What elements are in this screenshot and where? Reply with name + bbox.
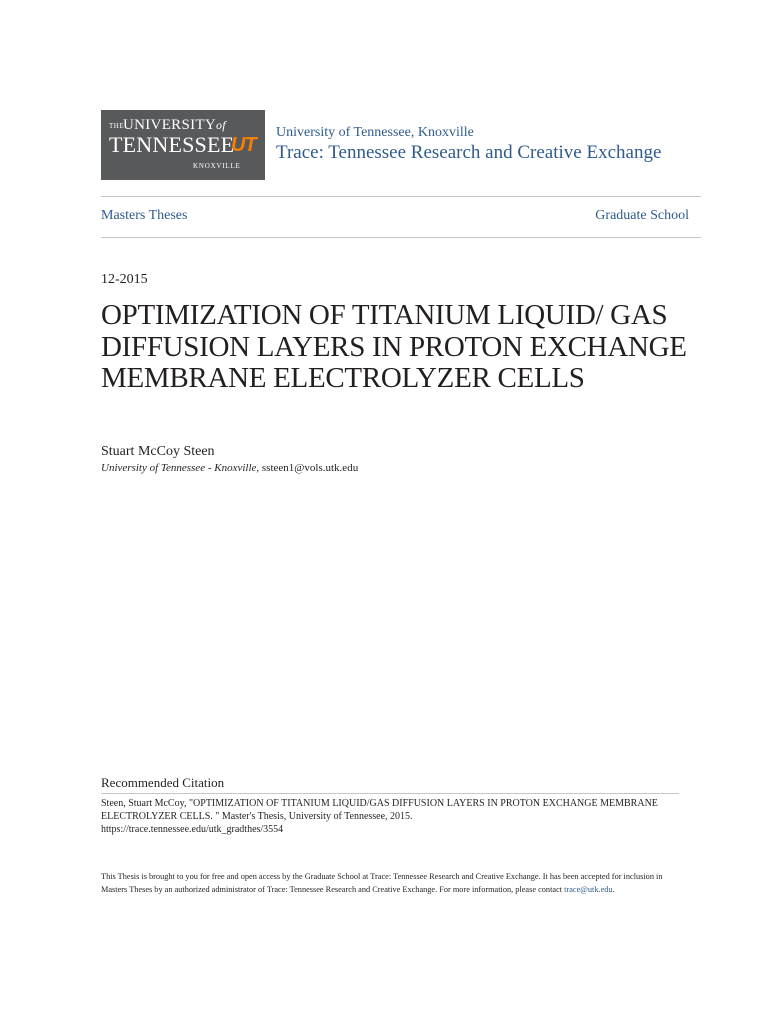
contact-email-link[interactable]: trace@utk.edu <box>564 885 613 894</box>
logo-tennessee: TENNESSEE <box>109 132 235 157</box>
author-name: Stuart McCoy Steen <box>101 444 215 459</box>
logo-university-text: UNIVERSITY <box>123 117 216 133</box>
university-logo[interactable] <box>101 110 265 180</box>
recommended-citation-heading: Recommended Citation <box>101 775 225 790</box>
graduate-school-link[interactable]: Graduate School <box>595 208 689 223</box>
notice-end: . <box>612 885 615 894</box>
citation-divider <box>101 793 679 794</box>
logo-knoxville: KNOXVILLE <box>193 162 241 170</box>
repository-link[interactable]: Trace: Tennessee Research and Creative Exchange <box>276 142 662 163</box>
affiliation-name: University of Tennessee - Knoxville <box>101 462 257 474</box>
citation-text: Steen, Stuart McCoy, "OPTIMIZATION OF TITANIUM LIQUID/GAS DIFFUSION LAYERS IN PROTON EXCHANGE MEMBRANE ELECTROLYZER CELLS. " Master's Thesis, University of Tennessee, 2015. <box>101 798 658 822</box>
header-divider <box>101 196 701 197</box>
citation-block <box>101 797 681 836</box>
masters-theses-link[interactable]: Masters Theses <box>101 208 188 223</box>
logo-of: of <box>216 118 226 132</box>
thesis-title: OPTIMIZATION OF TITANIUM LIQUID/ GAS DIFFUSION LAYERS IN PROTON EXCHANGE MEMBRANE ELECTROLYZER CELLS <box>101 299 687 394</box>
citation-url: https://trace.tennessee.edu/utk_gradthes/3554 <box>101 824 284 835</box>
author-email: , ssteen1@vols.utk.edu <box>256 462 359 474</box>
logo-ut-mark: UT <box>231 134 256 156</box>
author-affiliation <box>101 462 358 474</box>
nav-divider <box>101 237 701 238</box>
publication-date: 12-2015 <box>101 272 148 287</box>
logo-the: THE <box>109 122 125 130</box>
institution-link[interactable]: University of Tennessee, Knoxville <box>276 125 474 140</box>
access-notice <box>101 870 681 896</box>
notice-text: This Thesis is brought to you for free and open access by the Graduate School at Trace: Tennessee Research and Creative Exchange. It has been accepted for inclusion in Masters Theses by an authorized administrator of Trace: Tennessee Research and Creative Exchange. For more information, please contact <box>101 872 663 894</box>
